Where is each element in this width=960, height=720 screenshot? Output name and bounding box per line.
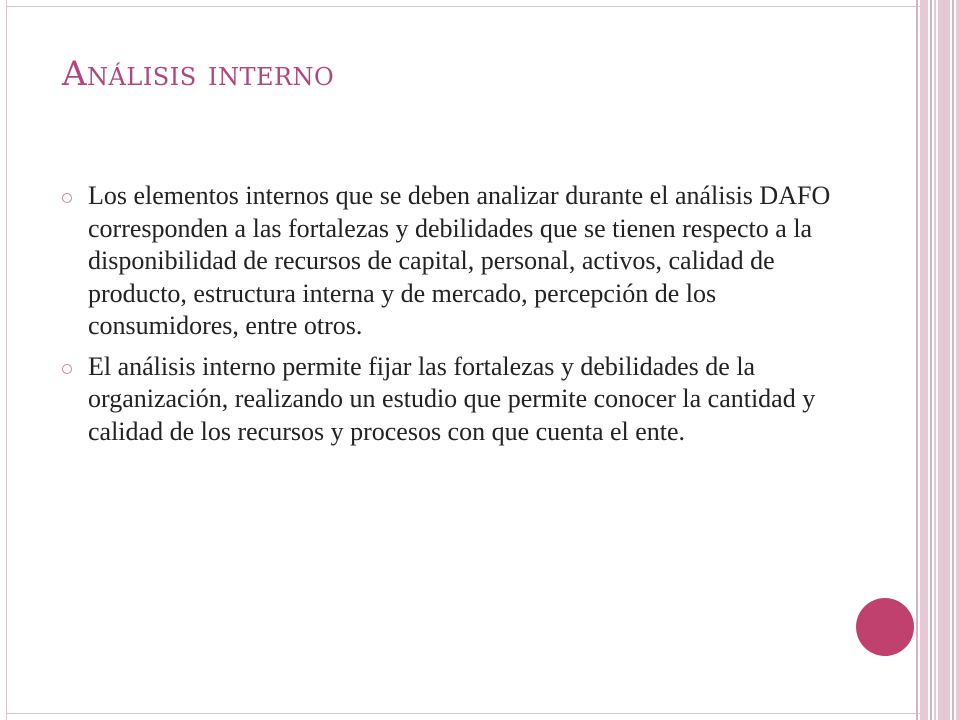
- stripe: [934, 0, 936, 720]
- bullet-text: Los elementos internos que se deben analizar durante el análisis DAFO corresponden a las fortalezas y debilidades que se tienen respecto a la disponibilidad de recursos de capital, personal, activos, calidad de producto, estructura interna y de mercado, percepción de los consumidores, entre otros.: [88, 181, 831, 340]
- slide-title: Análisis interno: [62, 54, 335, 94]
- slide-border-left: [6, 0, 7, 720]
- slide-border-top: [6, 6, 920, 7]
- bullet-text: El análisis interno permite fijar las fortalezas y debilidades de la organización, realizando un estudio que permite conocer la cantidad y calidad de los recursos y procesos con que cuenta el ente.: [88, 351, 816, 446]
- stripe: [952, 0, 954, 720]
- bullet-item: [62, 351, 842, 449]
- stripe: [930, 0, 932, 720]
- stripe: [956, 0, 960, 720]
- stripe: [920, 0, 928, 720]
- stripe: [938, 0, 950, 720]
- stripe: [916, 0, 918, 720]
- bullet-item: [62, 180, 842, 343]
- decorative-circle: [856, 598, 914, 656]
- bullet-list: [62, 180, 842, 456]
- slide-border-bottom: [6, 713, 920, 714]
- ring-bullet-icon: [62, 193, 72, 203]
- ring-bullet-icon: [62, 364, 72, 374]
- decorative-stripes: [916, 0, 960, 720]
